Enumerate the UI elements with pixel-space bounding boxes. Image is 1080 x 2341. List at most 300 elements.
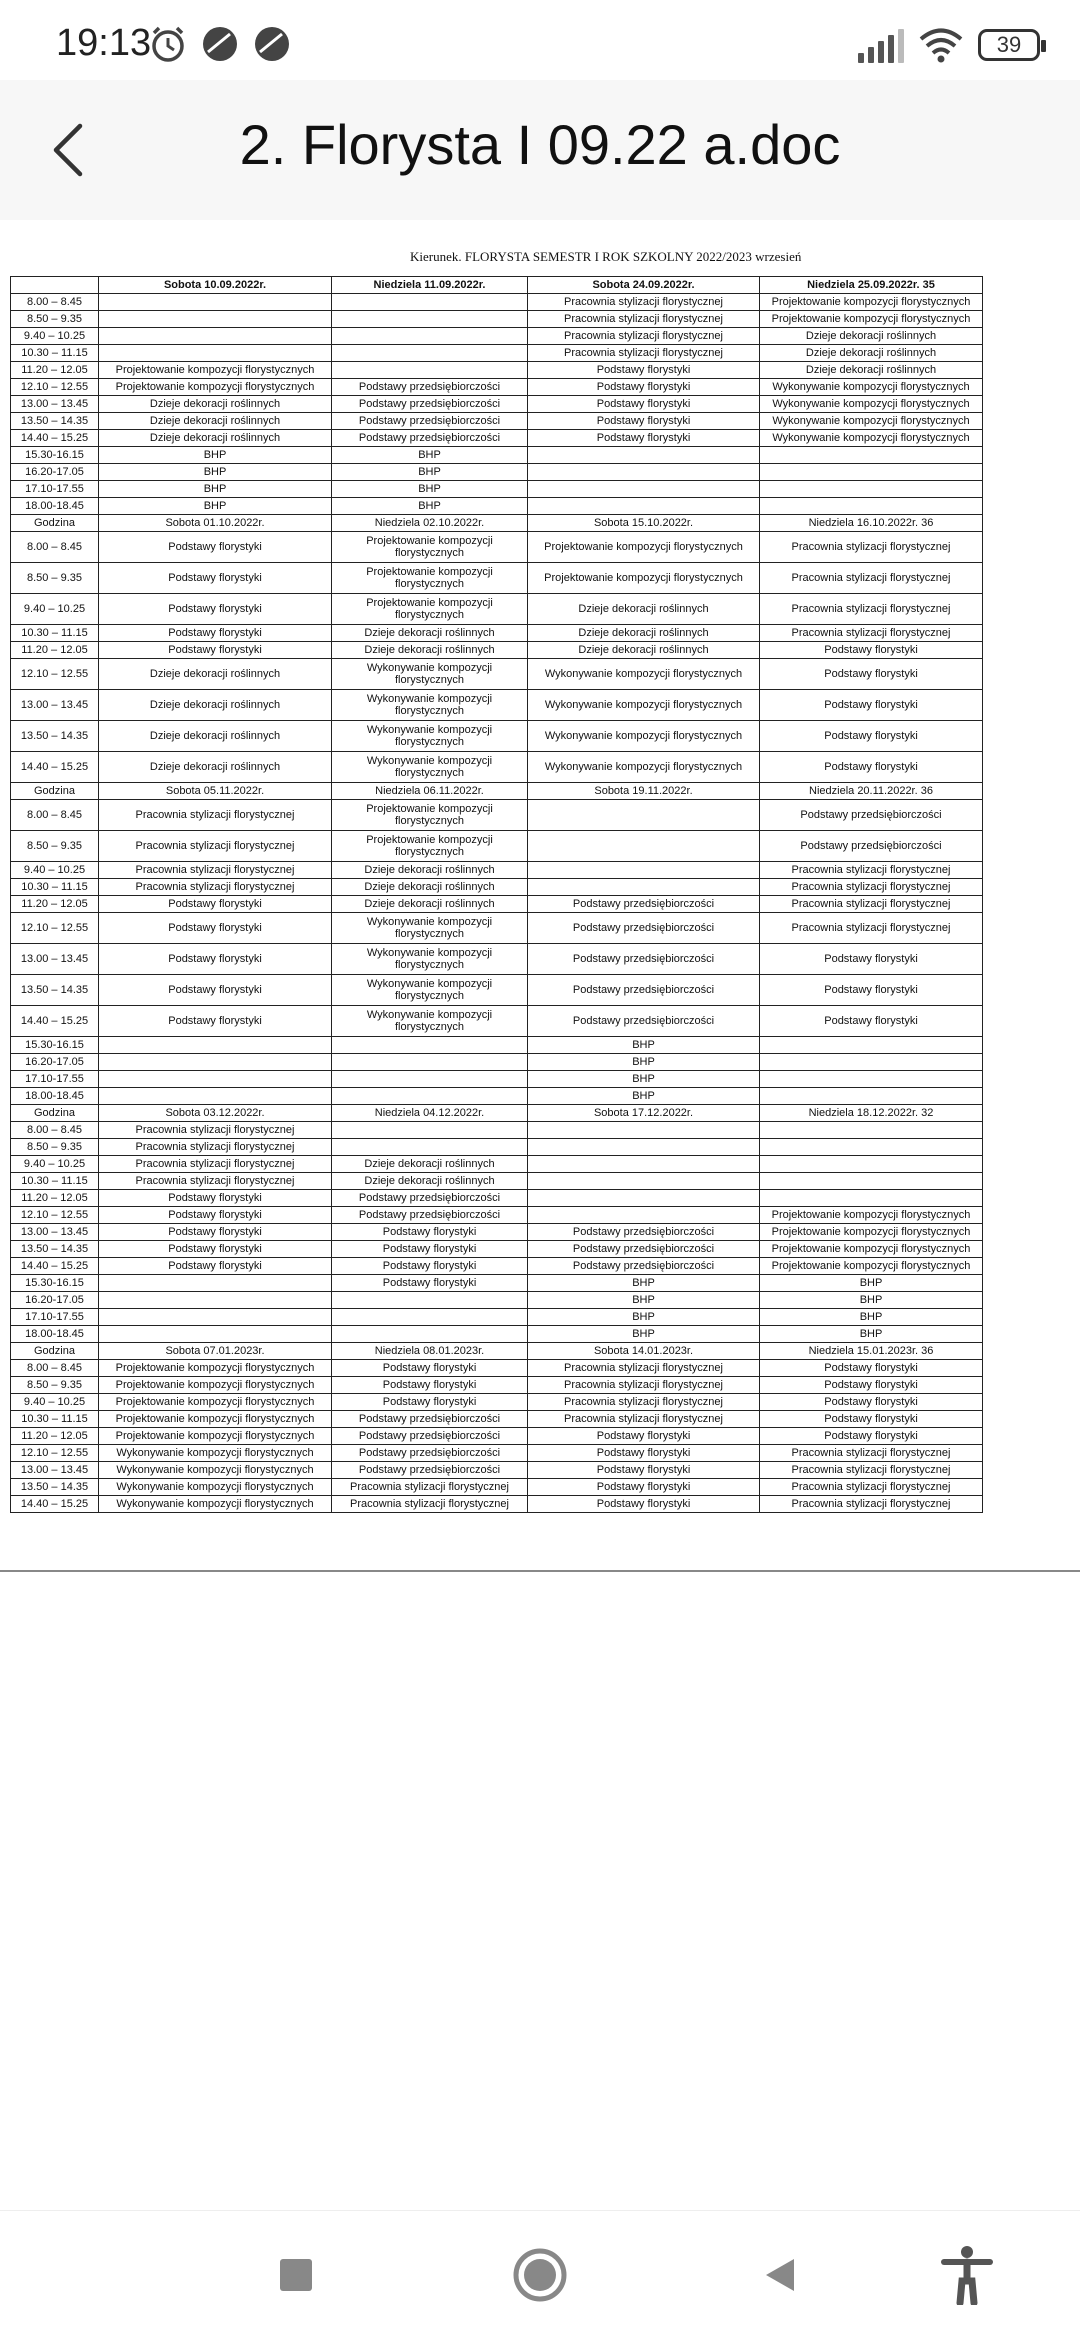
table-header-row — [11, 277, 983, 294]
class-cell: Projektowanie kompozycji florystycznych — [99, 362, 332, 379]
table-row — [11, 532, 983, 563]
app-notification-icon — [252, 24, 292, 64]
time-cell: 14.40 – 15.25 — [11, 1258, 99, 1275]
class-cell: Podstawy florystyki — [332, 1377, 528, 1394]
class-cell — [760, 1037, 983, 1054]
table-row — [11, 1326, 983, 1343]
time-cell: 16.20-17.05 — [11, 1292, 99, 1309]
class-cell: Podstawy przedsiębiorczości — [528, 1258, 760, 1275]
class-cell — [332, 345, 528, 362]
time-cell: 10.30 – 11.15 — [11, 1173, 99, 1190]
class-cell — [760, 1088, 983, 1105]
time-cell: 12.10 – 12.55 — [11, 659, 99, 690]
class-cell: Podstawy przedsiębiorczości — [332, 1207, 528, 1224]
class-cell: Podstawy przedsiębiorczości — [528, 1241, 760, 1258]
class-cell: Podstawy florystyki — [760, 690, 983, 721]
time-cell: 12.10 – 12.55 — [11, 913, 99, 944]
class-cell: Pracownia stylizacji florystycznej — [528, 311, 760, 328]
class-cell: Podstawy florystyki — [760, 1006, 983, 1037]
schedule-table — [10, 276, 983, 1513]
time-cell: 14.40 – 15.25 — [11, 752, 99, 783]
time-cell: 11.20 – 12.05 — [11, 1190, 99, 1207]
table-row — [11, 498, 983, 515]
time-cell: 8.00 – 8.45 — [11, 1122, 99, 1139]
class-cell — [332, 1088, 528, 1105]
class-cell: Podstawy przedsiębiorczości — [528, 975, 760, 1006]
time-cell: 8.50 – 9.35 — [11, 563, 99, 594]
class-cell: BHP — [528, 1071, 760, 1088]
class-cell — [99, 328, 332, 345]
time-cell: 12.10 – 12.55 — [11, 379, 99, 396]
class-cell: Podstawy przedsiębiorczości — [332, 413, 528, 430]
class-cell — [528, 1173, 760, 1190]
class-cell: Podstawy florystyki — [99, 1224, 332, 1241]
time-cell — [11, 277, 99, 294]
time-cell: 13.50 – 14.35 — [11, 1479, 99, 1496]
table-row — [11, 1156, 983, 1173]
class-cell: Podstawy florystyki — [528, 1428, 760, 1445]
table-row — [11, 594, 983, 625]
class-cell: Podstawy florystyki — [99, 642, 332, 659]
class-cell: Dzieje dekoracji roślinnych — [99, 752, 332, 783]
class-cell — [760, 447, 983, 464]
class-cell: Podstawy florystyki — [99, 1190, 332, 1207]
alarm-icon — [148, 24, 188, 64]
class-cell: BHP — [99, 447, 332, 464]
class-cell: Pracownia stylizacji florystycznej — [528, 345, 760, 362]
class-cell — [332, 1139, 528, 1156]
class-cell: Pracownia stylizacji florystycznej — [760, 563, 983, 594]
class-cell: Podstawy florystyki — [528, 1445, 760, 1462]
accessibility-button[interactable] — [935, 2243, 999, 2307]
class-cell: Wykonywanie kompozycji florystycznych — [760, 396, 983, 413]
table-row — [11, 642, 983, 659]
time-cell: 16.20-17.05 — [11, 464, 99, 481]
class-cell: Dzieje dekoracji roślinnych — [528, 594, 760, 625]
time-cell: 17.10-17.55 — [11, 1309, 99, 1326]
table-row — [11, 447, 983, 464]
app-notification-icon — [200, 24, 240, 64]
class-cell: Wykonywanie kompozycji florystycznych — [99, 1445, 332, 1462]
class-cell: Podstawy florystyki — [99, 975, 332, 1006]
class-cell: Wykonywanie kompozycji florystycznych — [760, 430, 983, 447]
date-header-cell: Niedziela 25.09.2022r. 35 — [760, 277, 983, 294]
table-row — [11, 294, 983, 311]
table-row — [11, 1088, 983, 1105]
class-cell: Dzieje dekoracji roślinnych — [99, 396, 332, 413]
class-cell — [99, 1088, 332, 1105]
class-cell: Podstawy florystyki — [99, 1241, 332, 1258]
class-cell: Dzieje dekoracji roślinnych — [99, 721, 332, 752]
class-cell — [332, 311, 528, 328]
table-header-row — [11, 515, 983, 532]
document-page[interactable] — [0, 228, 1080, 1570]
class-cell: BHP — [99, 481, 332, 498]
table-row — [11, 1241, 983, 1258]
time-cell: 12.10 – 12.55 — [11, 1445, 99, 1462]
class-cell: Podstawy florystyki — [528, 1496, 760, 1513]
class-cell: Podstawy przedsiębiorczości — [332, 1428, 528, 1445]
date-header-cell: Niedziela 04.12.2022r. — [332, 1105, 528, 1122]
table-row — [11, 1037, 983, 1054]
time-cell: 11.20 – 12.05 — [11, 362, 99, 379]
navigation-bar — [0, 2210, 1080, 2341]
table-row — [11, 625, 983, 642]
class-cell: Pracownia stylizacji florystycznej — [760, 532, 983, 563]
class-cell: Podstawy florystyki — [99, 913, 332, 944]
time-cell: 15.30-16.15 — [11, 1275, 99, 1292]
class-cell: Dzieje dekoracji roślinnych — [332, 896, 528, 913]
class-cell: Pracownia stylizacji florystycznej — [99, 1139, 332, 1156]
class-cell — [99, 294, 332, 311]
table-row — [11, 1479, 983, 1496]
class-cell — [760, 1190, 983, 1207]
wifi-icon — [918, 26, 964, 64]
class-cell: Podstawy florystyki — [528, 413, 760, 430]
class-cell: Wykonywanie kompozycji florystycznych — [528, 690, 760, 721]
time-cell: 13.00 – 13.45 — [11, 396, 99, 413]
class-cell: Wykonywanie kompozycji florystycznych — [332, 944, 528, 975]
table-row — [11, 1275, 983, 1292]
class-cell — [528, 481, 760, 498]
table-row — [11, 379, 983, 396]
class-cell: Projektowanie kompozycji florystycznych — [99, 1394, 332, 1411]
class-cell: Wykonywanie kompozycji florystycznych — [332, 690, 528, 721]
class-cell — [332, 1326, 528, 1343]
class-cell: Podstawy przedsiębiorczości — [528, 1006, 760, 1037]
class-cell: Wykonywanie kompozycji florystycznych — [332, 1006, 528, 1037]
time-cell: 13.00 – 13.45 — [11, 690, 99, 721]
class-cell: Pracownia stylizacji florystycznej — [332, 1479, 528, 1496]
class-cell: BHP — [528, 1275, 760, 1292]
table-row — [11, 1462, 983, 1479]
date-header-cell: Niedziela 06.11.2022r. — [332, 783, 528, 800]
class-cell: Wykonywanie kompozycji florystycznych — [332, 975, 528, 1006]
class-cell — [99, 1326, 332, 1343]
table-row — [11, 1224, 983, 1241]
table-row — [11, 862, 983, 879]
class-cell — [528, 464, 760, 481]
class-cell: Pracownia stylizacji florystycznej — [528, 1394, 760, 1411]
class-cell: Pracownia stylizacji florystycznej — [760, 625, 983, 642]
table-row — [11, 721, 983, 752]
home-circle-icon — [511, 2246, 569, 2304]
recents-button[interactable] — [264, 2243, 328, 2307]
class-cell: Podstawy przedsiębiorczości — [332, 1190, 528, 1207]
back-button[interactable] — [748, 2243, 812, 2307]
class-cell: Podstawy florystyki — [528, 362, 760, 379]
date-header-cell: Niedziela 15.01.2023r. 36 — [760, 1343, 983, 1360]
table-row — [11, 345, 983, 362]
class-cell: Podstawy florystyki — [332, 1241, 528, 1258]
class-cell — [760, 1156, 983, 1173]
class-cell: Wykonywanie kompozycji florystycznych — [332, 659, 528, 690]
class-cell — [528, 879, 760, 896]
table-row — [11, 1122, 983, 1139]
class-cell — [332, 1054, 528, 1071]
status-time: 19:13 — [56, 22, 152, 64]
time-cell: 10.30 – 11.15 — [11, 625, 99, 642]
class-cell: Pracownia stylizacji florystycznej — [760, 896, 983, 913]
time-cell: 17.10-17.55 — [11, 1071, 99, 1088]
table-row — [11, 413, 983, 430]
time-cell: 9.40 – 10.25 — [11, 1394, 99, 1411]
class-cell: Podstawy florystyki — [760, 752, 983, 783]
table-row — [11, 1173, 983, 1190]
date-header-cell: Niedziela 08.01.2023r. — [332, 1343, 528, 1360]
table-row — [11, 896, 983, 913]
class-cell: Dzieje dekoracji roślinnych — [332, 1156, 528, 1173]
class-cell: Podstawy florystyki — [332, 1224, 528, 1241]
table-header-row — [11, 1105, 983, 1122]
date-header-cell: Sobota 03.12.2022r. — [99, 1105, 332, 1122]
class-cell: Dzieje dekoracji roślinnych — [99, 430, 332, 447]
class-cell: Projektowanie kompozycji florystycznych — [332, 532, 528, 563]
document-heading: Kierunek. FLORYSTA SEMESTR I ROK SZKOLNY 2022/2023 wrzesień — [410, 249, 802, 264]
class-cell — [99, 1037, 332, 1054]
time-cell: 9.40 – 10.25 — [11, 862, 99, 879]
class-cell: Podstawy przedsiębiorczości — [760, 831, 983, 862]
class-cell: Wykonywanie kompozycji florystycznych — [332, 721, 528, 752]
class-cell: BHP — [528, 1054, 760, 1071]
class-cell: Podstawy przedsiębiorczości — [332, 1462, 528, 1479]
time-cell: 10.30 – 11.15 — [11, 1411, 99, 1428]
class-cell — [528, 831, 760, 862]
class-cell: Projektowanie kompozycji florystycznych — [760, 311, 983, 328]
class-cell: BHP — [332, 498, 528, 515]
table-row — [11, 913, 983, 944]
class-cell: BHP — [760, 1326, 983, 1343]
table-row — [11, 563, 983, 594]
class-cell: Projektowanie kompozycji florystycznych — [332, 563, 528, 594]
class-cell: Pracownia stylizacji florystycznej — [528, 294, 760, 311]
table-row — [11, 430, 983, 447]
class-cell — [332, 1122, 528, 1139]
class-cell — [332, 294, 528, 311]
class-cell: Podstawy florystyki — [760, 1377, 983, 1394]
class-cell: Podstawy florystyki — [760, 944, 983, 975]
table-row — [11, 1377, 983, 1394]
class-cell: Podstawy florystyki — [99, 625, 332, 642]
class-cell: Podstawy przedsiębiorczości — [528, 896, 760, 913]
date-header-cell: Sobota 07.01.2023r. — [99, 1343, 332, 1360]
time-cell: 11.20 – 12.05 — [11, 1428, 99, 1445]
class-cell: Dzieje dekoracji roślinnych — [760, 345, 983, 362]
class-cell: Projektowanie kompozycji florystycznych — [99, 1377, 332, 1394]
class-cell: Pracownia stylizacji florystycznej — [760, 913, 983, 944]
class-cell: Pracownia stylizacji florystycznej — [99, 831, 332, 862]
time-cell: 11.20 – 12.05 — [11, 642, 99, 659]
time-cell: 10.30 – 11.15 — [11, 879, 99, 896]
class-cell — [760, 1122, 983, 1139]
time-cell: 13.00 – 13.45 — [11, 944, 99, 975]
battery-icon — [978, 29, 1040, 61]
table-row — [11, 944, 983, 975]
class-cell — [760, 1071, 983, 1088]
time-cell: 8.00 – 8.45 — [11, 294, 99, 311]
time-cell: 13.50 – 14.35 — [11, 413, 99, 430]
class-cell: BHP — [528, 1037, 760, 1054]
date-header-cell: Niedziela 02.10.2022r. — [332, 515, 528, 532]
time-cell: 17.10-17.55 — [11, 481, 99, 498]
class-cell: Podstawy florystyki — [760, 1360, 983, 1377]
table-row — [11, 1445, 983, 1462]
class-cell: Projektowanie kompozycji florystycznych — [760, 1207, 983, 1224]
class-cell: Dzieje dekoracji roślinnych — [332, 642, 528, 659]
class-cell: Pracownia stylizacji florystycznej — [99, 1173, 332, 1190]
class-cell: Podstawy florystyki — [99, 1207, 332, 1224]
table-row — [11, 1496, 983, 1513]
class-cell: Podstawy florystyki — [99, 896, 332, 913]
date-header-cell: Niedziela 20.11.2022r. 36 — [760, 783, 983, 800]
table-row — [11, 362, 983, 379]
class-cell: Podstawy przedsiębiorczości — [332, 430, 528, 447]
class-cell: BHP — [760, 1275, 983, 1292]
class-cell — [528, 862, 760, 879]
date-header-cell: Niedziela 11.09.2022r. — [332, 277, 528, 294]
time-cell: 9.40 – 10.25 — [11, 328, 99, 345]
class-cell: Podstawy przedsiębiorczości — [760, 800, 983, 831]
date-header-cell: Niedziela 18.12.2022r. 32 — [760, 1105, 983, 1122]
class-cell: Pracownia stylizacji florystycznej — [760, 1496, 983, 1513]
class-cell: Pracownia stylizacji florystycznej — [99, 1122, 332, 1139]
class-cell: Pracownia stylizacji florystycznej — [528, 1411, 760, 1428]
class-cell — [332, 1309, 528, 1326]
time-cell: 8.50 – 9.35 — [11, 1377, 99, 1394]
table-row — [11, 1139, 983, 1156]
class-cell: Dzieje dekoracji roślinnych — [99, 690, 332, 721]
table-row — [11, 975, 983, 1006]
class-cell: Wykonywanie kompozycji florystycznych — [99, 1496, 332, 1513]
time-cell: 12.10 – 12.55 — [11, 1207, 99, 1224]
class-cell: BHP — [99, 464, 332, 481]
table-row — [11, 481, 983, 498]
time-cell: 14.40 – 15.25 — [11, 1006, 99, 1037]
notification-icons — [148, 24, 292, 64]
class-cell: BHP — [332, 447, 528, 464]
date-header-cell: Sobota 15.10.2022r. — [528, 515, 760, 532]
class-cell: Wykonywanie kompozycji florystycznych — [528, 752, 760, 783]
class-cell: Pracownia stylizacji florystycznej — [760, 1462, 983, 1479]
signal-icon — [858, 27, 904, 63]
class-cell: Pracownia stylizacji florystycznej — [760, 1479, 983, 1496]
table-row — [11, 1006, 983, 1037]
class-cell: BHP — [528, 1326, 760, 1343]
time-cell: 13.00 – 13.45 — [11, 1462, 99, 1479]
time-cell: 11.20 – 12.05 — [11, 896, 99, 913]
class-cell: Podstawy przedsiębiorczości — [528, 944, 760, 975]
table-row — [11, 396, 983, 413]
class-cell: Podstawy florystyki — [760, 1394, 983, 1411]
class-cell: Dzieje dekoracji roślinnych — [528, 625, 760, 642]
class-cell: Podstawy przedsiębiorczości — [332, 1411, 528, 1428]
time-cell: 15.30-16.15 — [11, 1037, 99, 1054]
date-header-cell: Sobota 14.01.2023r. — [528, 1343, 760, 1360]
table-row — [11, 328, 983, 345]
class-cell — [528, 498, 760, 515]
class-cell: Pracownia stylizacji florystycznej — [332, 1496, 528, 1513]
table-row — [11, 1428, 983, 1445]
class-cell: Podstawy florystyki — [332, 1258, 528, 1275]
table-row — [11, 1394, 983, 1411]
class-cell — [528, 1207, 760, 1224]
class-cell: Podstawy florystyki — [760, 721, 983, 752]
class-cell — [528, 1139, 760, 1156]
time-cell: Godzina — [11, 1343, 99, 1360]
time-cell: Godzina — [11, 1105, 99, 1122]
table-row — [11, 1309, 983, 1326]
back-triangle-icon — [760, 2255, 800, 2295]
class-cell: Wykonywanie kompozycji florystycznych — [99, 1479, 332, 1496]
class-cell — [760, 498, 983, 515]
class-cell — [332, 362, 528, 379]
class-cell — [99, 311, 332, 328]
class-cell: Podstawy florystyki — [332, 1394, 528, 1411]
time-cell: 14.40 – 15.25 — [11, 430, 99, 447]
table-header-row — [11, 1343, 983, 1360]
class-cell: Podstawy florystyki — [528, 396, 760, 413]
class-cell: Projektowanie kompozycji florystycznych — [760, 294, 983, 311]
class-cell — [332, 1292, 528, 1309]
time-cell: 10.30 – 11.15 — [11, 345, 99, 362]
class-cell: Wykonywanie kompozycji florystycznych — [332, 913, 528, 944]
class-cell: BHP — [332, 464, 528, 481]
class-cell: BHP — [99, 498, 332, 515]
table-row — [11, 659, 983, 690]
class-cell: Dzieje dekoracji roślinnych — [760, 362, 983, 379]
class-cell: Wykonywanie kompozycji florystycznych — [99, 1462, 332, 1479]
class-cell: Podstawy florystyki — [528, 379, 760, 396]
class-cell — [332, 1071, 528, 1088]
system-status-icons — [858, 26, 1040, 64]
time-cell: 13.50 – 14.35 — [11, 1241, 99, 1258]
time-cell: 14.40 – 15.25 — [11, 1496, 99, 1513]
class-cell: BHP — [332, 481, 528, 498]
table-row — [11, 1207, 983, 1224]
time-cell: 13.50 – 14.35 — [11, 721, 99, 752]
time-cell: Godzina — [11, 515, 99, 532]
class-cell — [99, 345, 332, 362]
accessibility-icon — [941, 2245, 993, 2305]
table-row — [11, 1360, 983, 1377]
time-cell: Godzina — [11, 783, 99, 800]
class-cell: Pracownia stylizacji florystycznej — [99, 800, 332, 831]
class-cell: Pracownia stylizacji florystycznej — [99, 879, 332, 896]
class-cell: Dzieje dekoracji roślinnych — [332, 862, 528, 879]
table-row — [11, 800, 983, 831]
class-cell — [99, 1292, 332, 1309]
status-bar — [0, 0, 1080, 90]
class-cell — [760, 1173, 983, 1190]
class-cell: Podstawy florystyki — [332, 1275, 528, 1292]
class-cell: Podstawy florystyki — [528, 1479, 760, 1496]
class-cell: Projektowanie kompozycji florystycznych — [99, 1411, 332, 1428]
class-cell: Dzieje dekoracji roślinnych — [99, 413, 332, 430]
page-divider — [0, 1570, 1080, 1572]
class-cell: Projektowanie kompozycji florystycznych — [332, 594, 528, 625]
class-cell: Pracownia stylizacji florystycznej — [528, 1360, 760, 1377]
table-row — [11, 1190, 983, 1207]
class-cell: BHP — [528, 1309, 760, 1326]
class-cell — [332, 328, 528, 345]
document-title: 2. Florysta I 09.22 a.doc — [239, 113, 841, 176]
time-cell: 13.00 – 13.45 — [11, 1224, 99, 1241]
date-header-cell: Sobota 17.12.2022r. — [528, 1105, 760, 1122]
class-cell: Podstawy florystyki — [99, 532, 332, 563]
time-cell: 8.00 – 8.45 — [11, 1360, 99, 1377]
class-cell: Pracownia stylizacji florystycznej — [528, 328, 760, 345]
home-button[interactable] — [508, 2243, 572, 2307]
